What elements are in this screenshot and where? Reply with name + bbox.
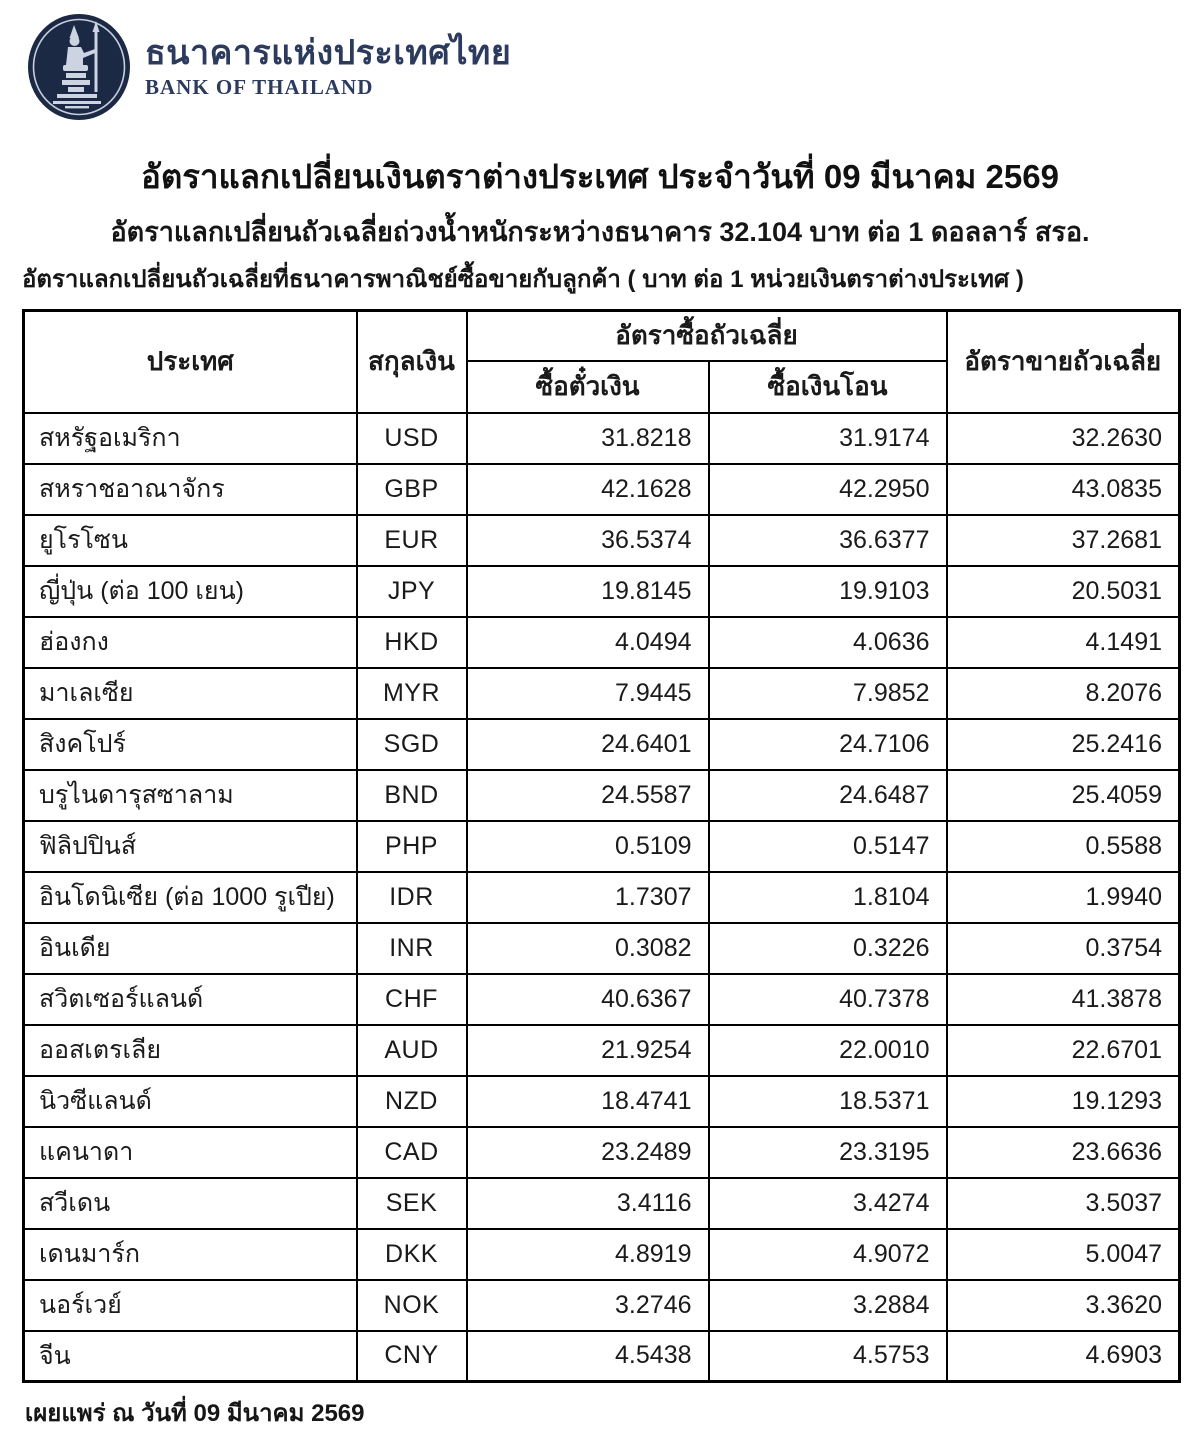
sell-cell: 23.6636 (947, 1127, 1180, 1178)
buy-transfer-cell: 4.0636 (709, 617, 947, 668)
currency-code-cell: BND (357, 770, 467, 821)
col-header-buy-group: อัตราซื้อถัวเฉลี่ย (467, 311, 947, 361)
table-row (24, 770, 1180, 821)
col-header-buy-transfer: ซื้อเงินโอน (709, 361, 947, 413)
buy-bill-cell: 19.8145 (467, 566, 709, 617)
table-header (24, 311, 1180, 413)
col-header-country: ประเทศ (24, 311, 357, 413)
currency-code-cell: IDR (357, 872, 467, 923)
brand-name-thai: ธนาคารแห่งประเทศไทย (145, 33, 512, 72)
currency-code-cell: HKD (357, 617, 467, 668)
buy-transfer-cell: 3.2884 (709, 1280, 947, 1331)
buy-bill-cell: 31.8218 (467, 413, 709, 464)
table-row (24, 1127, 1180, 1178)
currency-code-cell: USD (357, 413, 467, 464)
buy-bill-cell: 42.1628 (467, 464, 709, 515)
currency-code-cell: DKK (357, 1229, 467, 1280)
sell-cell: 5.0047 (947, 1229, 1180, 1280)
buy-bill-cell: 0.5109 (467, 821, 709, 872)
sell-cell: 4.6903 (947, 1331, 1180, 1382)
buy-bill-cell: 23.2489 (467, 1127, 709, 1178)
table-row (24, 464, 1180, 515)
brand-text (145, 34, 511, 100)
buy-transfer-cell: 3.4274 (709, 1178, 947, 1229)
buy-bill-cell: 3.2746 (467, 1280, 709, 1331)
sell-cell: 1.9940 (947, 872, 1180, 923)
sell-cell: 32.2630 (947, 413, 1180, 464)
buy-transfer-cell: 42.2950 (709, 464, 947, 515)
currency-code-cell: AUD (357, 1025, 467, 1076)
table-row (24, 668, 1180, 719)
table-row (24, 923, 1180, 974)
buy-transfer-cell: 4.9072 (709, 1229, 947, 1280)
currency-code-cell: NZD (357, 1076, 467, 1127)
currency-code-cell: CAD (357, 1127, 467, 1178)
buy-bill-cell: 24.6401 (467, 719, 709, 770)
currency-code-cell: NOK (357, 1280, 467, 1331)
table-row (24, 872, 1180, 923)
table-row (24, 1229, 1180, 1280)
table-row (24, 413, 1180, 464)
published-date-note: เผยแพร่ ณ วันที่ 09 มีนาคม 2569 (25, 1400, 365, 1428)
buy-transfer-cell: 36.6377 (709, 515, 947, 566)
interbank-rate-subtitle: อัตราแลกเปลี่ยนถัวเฉลี่ยถ่วงน้ำหนักระหว่างธนาคาร 32.104 บาท ต่อ 1 ดอลลาร์ สรอ. (110, 216, 1090, 247)
buy-transfer-cell: 1.8104 (709, 872, 947, 923)
buy-transfer-cell: 0.3226 (709, 923, 947, 974)
brand-name-english: BANK OF THAILAND (145, 75, 374, 100)
currency-code-cell: JPY (357, 566, 467, 617)
sell-cell: 19.1293 (947, 1076, 1180, 1127)
sell-cell: 20.5031 (947, 566, 1180, 617)
country-cell: อินโดนิเซีย (ต่อ 1000 รูเปีย) (24, 872, 357, 923)
buy-bill-cell: 21.9254 (467, 1025, 709, 1076)
currency-code-cell: EUR (357, 515, 467, 566)
sell-cell: 41.3878 (947, 974, 1180, 1025)
currency-code-cell: MYR (357, 668, 467, 719)
table-row (24, 1076, 1180, 1127)
sell-cell: 37.2681 (947, 515, 1180, 566)
buy-bill-cell: 18.4741 (467, 1076, 709, 1127)
country-cell: ญี่ปุ่น (ต่อ 100 เยน) (24, 566, 357, 617)
table-row (24, 1331, 1180, 1382)
buy-transfer-cell: 4.5753 (709, 1331, 947, 1382)
buy-bill-cell: 36.5374 (467, 515, 709, 566)
table-row (24, 617, 1180, 668)
country-cell: อินเดีย (24, 923, 357, 974)
sell-cell: 0.3754 (947, 923, 1180, 974)
buy-transfer-cell: 18.5371 (709, 1076, 947, 1127)
table-row (24, 1280, 1180, 1331)
currency-code-cell: CHF (357, 974, 467, 1025)
table-row (24, 821, 1180, 872)
table-caption: อัตราแลกเปลี่ยนถัวเฉลี่ยที่ธนาคารพาณิชย์ซื้อขายกับลูกค้า ( บาท ต่อ 1 หน่วยเงินตราต่างประเทศ ) (22, 265, 1024, 293)
buy-bill-cell: 7.9445 (467, 668, 709, 719)
exchange-rates-table (22, 309, 1181, 1383)
country-cell: ฮ่องกง (24, 617, 357, 668)
buy-transfer-cell: 23.3195 (709, 1127, 947, 1178)
buy-transfer-cell: 24.7106 (709, 719, 947, 770)
buy-transfer-cell: 0.5147 (709, 821, 947, 872)
buy-transfer-cell: 24.6487 (709, 770, 947, 821)
country-cell: นิวซีแลนด์ (24, 1076, 357, 1127)
currency-code-cell: GBP (357, 464, 467, 515)
country-cell: นอร์เวย์ (24, 1280, 357, 1331)
currency-code-cell: CNY (357, 1331, 467, 1382)
country-cell: สหรัฐอเมริกา (24, 413, 357, 464)
buy-transfer-cell: 7.9852 (709, 668, 947, 719)
table-row (24, 566, 1180, 617)
table-row (24, 1178, 1180, 1229)
buy-transfer-cell: 31.9174 (709, 413, 947, 464)
sell-cell: 4.1491 (947, 617, 1180, 668)
currency-code-cell: INR (357, 923, 467, 974)
sell-cell: 43.0835 (947, 464, 1180, 515)
col-header-buy-bill: ซื้อตั๋วเงิน (467, 361, 709, 413)
sell-cell: 0.5588 (947, 821, 1180, 872)
currency-code-cell: SEK (357, 1178, 467, 1229)
buy-transfer-cell: 19.9103 (709, 566, 947, 617)
bank-of-thailand-emblem-icon (27, 13, 131, 121)
country-cell: สิงคโปร์ (24, 719, 357, 770)
country-cell: สหราชอาณาจักร (24, 464, 357, 515)
country-cell: เดนมาร์ก (24, 1229, 357, 1280)
buy-bill-cell: 1.7307 (467, 872, 709, 923)
sell-cell: 8.2076 (947, 668, 1180, 719)
page-title: อัตราแลกเปลี่ยนเงินตราต่างประเทศ ประจำวันที่ 09 มีนาคม 2569 (141, 158, 1059, 195)
country-cell: ออสเตรเลีย (24, 1025, 357, 1076)
country-cell: สวิตเซอร์แลนด์ (24, 974, 357, 1025)
country-cell: แคนาดา (24, 1127, 357, 1178)
country-cell: มาเลเซีย (24, 668, 357, 719)
currency-code-cell: PHP (357, 821, 467, 872)
table-row (24, 974, 1180, 1025)
country-cell: บรูไนดารุสซาลาม (24, 770, 357, 821)
table-row (24, 719, 1180, 770)
currency-code-cell: SGD (357, 719, 467, 770)
buy-transfer-cell: 22.0010 (709, 1025, 947, 1076)
sell-cell: 25.2416 (947, 719, 1180, 770)
buy-bill-cell: 0.3082 (467, 923, 709, 974)
rates-table-body (24, 413, 1180, 1382)
sell-cell: 3.3620 (947, 1280, 1180, 1331)
brand-header (0, 0, 1200, 122)
buy-bill-cell: 4.8919 (467, 1229, 709, 1280)
country-cell: สวีเดน (24, 1178, 357, 1229)
buy-bill-cell: 40.6367 (467, 974, 709, 1025)
buy-bill-cell: 24.5587 (467, 770, 709, 821)
table-row (24, 1025, 1180, 1076)
sell-cell: 22.6701 (947, 1025, 1180, 1076)
table-row (24, 515, 1180, 566)
country-cell: ยูโรโซน (24, 515, 357, 566)
country-cell: จีน (24, 1331, 357, 1382)
col-header-currency: สกุลเงิน (357, 311, 467, 413)
sell-cell: 25.4059 (947, 770, 1180, 821)
buy-bill-cell: 4.5438 (467, 1331, 709, 1382)
buy-bill-cell: 4.0494 (467, 617, 709, 668)
col-header-sell: อัตราขายถัวเฉลี่ย (947, 311, 1180, 413)
buy-bill-cell: 3.4116 (467, 1178, 709, 1229)
sell-cell: 3.5037 (947, 1178, 1180, 1229)
buy-transfer-cell: 40.7378 (709, 974, 947, 1025)
country-cell: ฟิลิปปินส์ (24, 821, 357, 872)
